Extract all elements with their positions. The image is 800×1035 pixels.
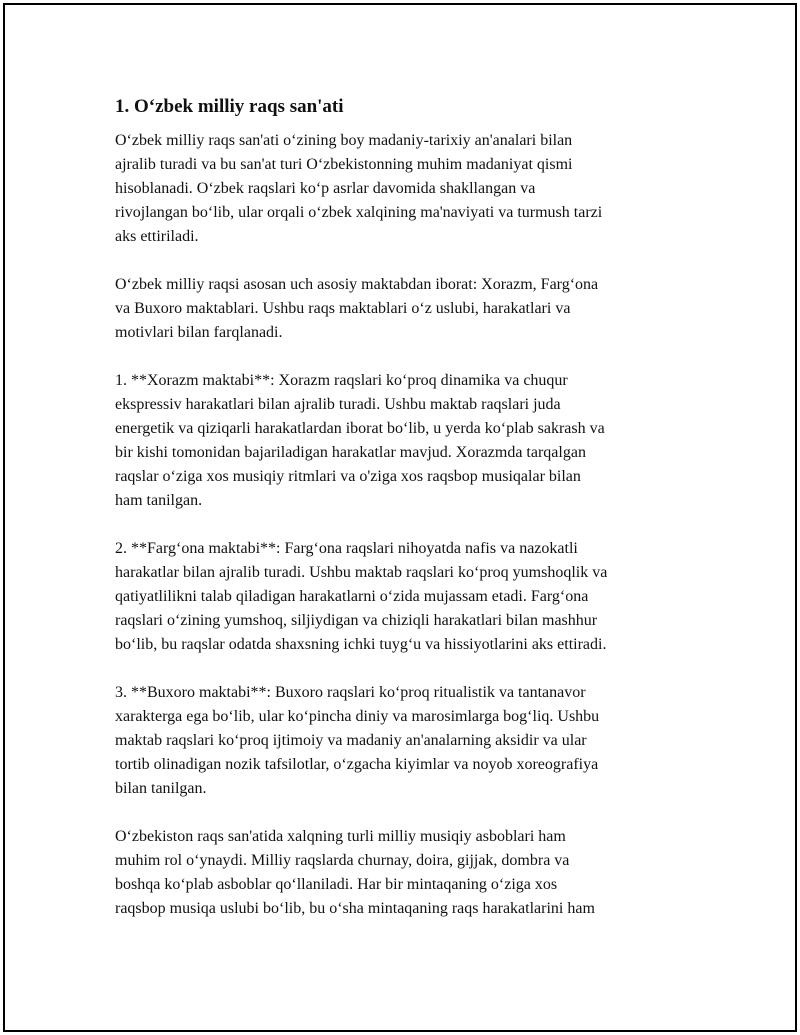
paragraph-buxoro: 3. **Buxoro maktabi**: Buxoro raqslari ko‘proq ritualistik va tantanavor xarakterga ega bo‘lib, ular ko‘pincha diniy va marosimlarga bog‘liq. Ushbu maktab raqslari ko‘proq ijtimoiy va madaniy an'analarning aksidir va ular tortib olinadigan nozik tafsilotlar, o‘zgacha kiyimlar va noyob xoreografiya bilan tanilgan. (115, 684, 600, 797)
document-body (115, 95, 695, 945)
paragraph-schools: O‘zbek milliy raqsi asosan uch asosiy maktabdan iborat: Xorazm, Farg‘ona va Buxoro maktablari. Ushbu raqs maktablari o‘z uslubi, harakatlari va motivlari bilan farqlanadi. (115, 276, 599, 341)
paragraph-fargona: 2. **Farg‘ona maktabi**: Farg‘ona raqslari nihoyatda nafis va nazokatli harakatlar bilan ajralib turadi. Ushbu maktab raqslari ko‘proq yumshoqlik va qatiyatlilikni talab qiladigan harakatlarni o‘zida mujassam etadi. Farg‘ona raqslari o‘zining yumshoq, siljiydigan va chiziqli harakatlari bilan mashhur bo‘lib, bu raqslar odatda shaxsning ichki tuyg‘u va hissiyotlarini aks ettiradi. (115, 540, 608, 653)
paragraph-instruments: O‘zbekiston raqs san'atida xalqning turli milliy musiqiy asboblari ham muhim rol o‘ynaydi. Milliy raqslarda churnay, doira, gijjak, dombra va boshqa ko‘plab asboblar qo‘llaniladi. Har bir mintaqaning o‘ziga xos raqsbop musiqa uslubi bo‘lib, bu o‘sha mintaqaning raqs harakatlarini ham (115, 828, 595, 917)
paragraph-xorazm: 1. **Xorazm maktabi**: Xorazm raqslari ko‘proq dinamika va chuqur ekspressiv harakatlari bilan ajralib turadi. Ushbu maktab raqslari juda energetik va qiziqarli harakatlardan iborat bo‘lib, u yerda ko‘plab sakrash va bir kishi tomonidan bajariladigan harakatlar mavjud. Xorazmda tarqalgan raqslar o‘ziga xos musiqiy ritmlari va o'ziga xos raqsbop musiqalar bilan ham tanilgan. (115, 372, 605, 509)
paragraph-intro: O‘zbek milliy raqs san'ati o‘zining boy madaniy-tarixiy an'analari bilan ajralib turadi va bu san'at turi O‘zbekistonning muhim madaniyat qismi hisoblanadi. O‘zbek raqslari ko‘p asrlar davomida shakllangan va rivojlangan bo‘lib, ular orqali o‘zbek xalqining ma'naviyati va turmush tarzi aks ettiriladi. (115, 132, 603, 245)
section-heading: 1. O‘zbek milliy raqs san'ati (115, 96, 344, 117)
